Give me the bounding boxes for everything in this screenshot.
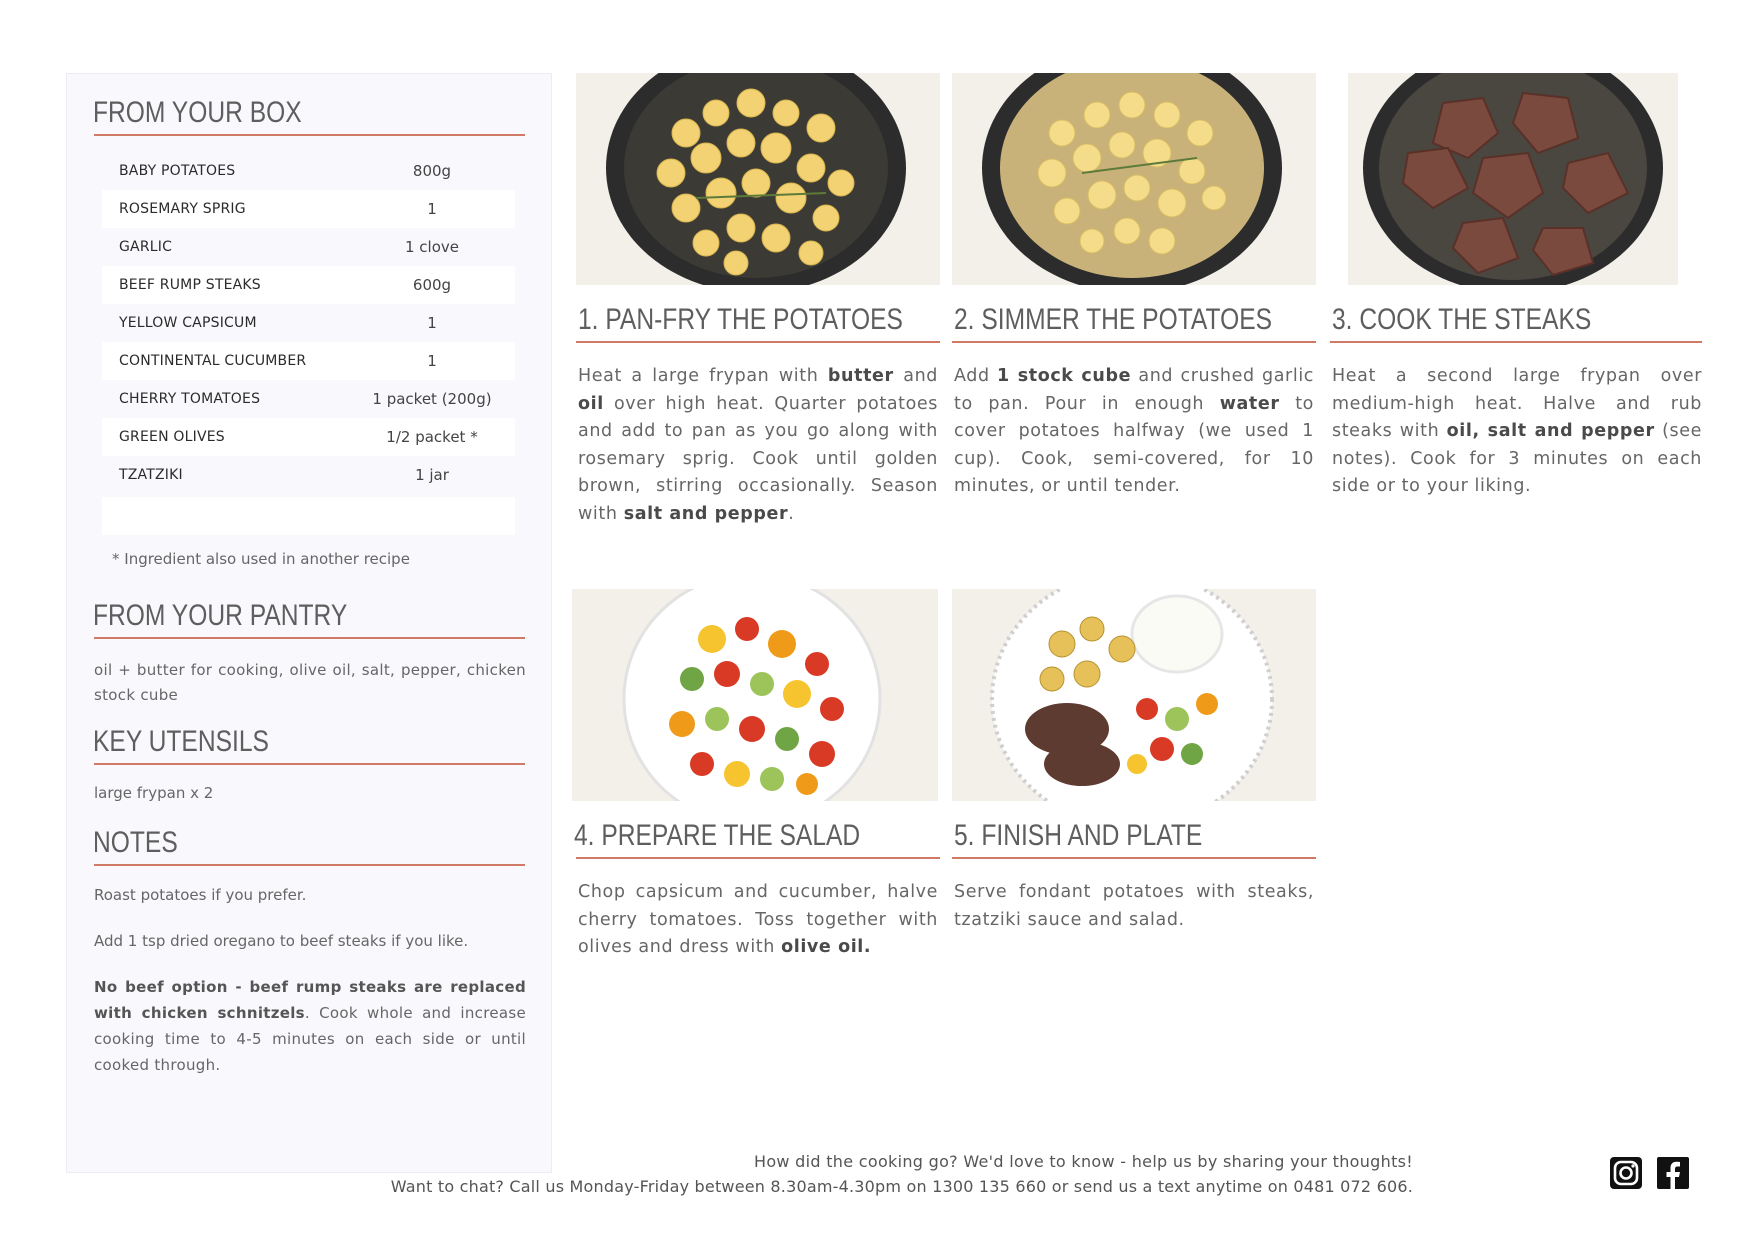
utensils-text: large frypan x 2 [94,784,214,802]
ingredient-name: YELLOW CAPSICUM [119,315,257,331]
section-divider [94,134,525,136]
ingredient-quantity: 800g [412,162,452,180]
simmering-potatoes-photo [952,73,1316,285]
section-divider [576,341,940,343]
ingredient-row [102,304,515,342]
section-divider [1330,341,1702,343]
instagram-icon[interactable] [1609,1156,1643,1190]
section-divider [576,857,940,859]
ingredient-quantity: 600g [412,276,452,294]
step-title: 2. SIMMER THE POTATOES [954,303,1273,336]
ingredient-name: GARLIC [119,239,173,255]
step-text-segment: over high heat. Quarter potatoes and add to pan as you go along with rosemary sprig. Cook until golden brown, stirring occasionally. Season with [578,393,938,524]
ingredient-row-empty [102,497,515,535]
ingredient-name: TZATZIKI [119,467,183,483]
step-text-bold: butter [827,366,894,386]
ingredients-panel [66,73,552,1173]
step-title: 5. FINISH AND PLATE [954,819,1203,852]
ingredient-row [102,342,515,380]
ingredient-name: BABY POTATOES [119,163,236,179]
plated-dish-photo [952,589,1316,801]
note-bold-text: No beef option - beef rump steaks are replaced with chicken schnitzels [94,978,526,1022]
section-divider [94,637,525,639]
step-text-segment: and crushed garlic to pan. Pour in enough [954,366,1315,414]
step-instructions [954,363,1314,501]
step-text-bold: salt and pepper [623,503,789,524]
ingredient-row [102,228,515,266]
ingredient-quantity: 1 jar [415,466,449,484]
note-text: Roast potatoes if you prefer. [94,886,307,904]
step-text-bold: oil [578,393,604,414]
steaks-in-frypan-photo [1348,73,1678,285]
step-instructions [578,879,938,962]
ingredient-row [102,190,515,228]
section-divider [952,857,1316,859]
ingredient-row [102,456,515,494]
ingredient-quantity: 1 [427,200,437,218]
ingredient-name: CHERRY TOMATOES [119,391,261,407]
ingredient-row [102,152,515,190]
ingredient-name: GREEN OLIVES [119,429,225,445]
step-text-bold: olive oil. [781,937,872,957]
step-text-segment: (see notes). Cook for 3 minutes on each side or to your liking. [1332,421,1702,496]
step-instructions [954,879,1314,934]
ingredient-footnote: * Ingredient also used in another recipe [112,550,410,568]
key-utensils-heading: KEY UTENSILS [93,725,269,758]
step-instructions [578,363,938,528]
step-text-segment: Serve fondant potatoes with steaks, tzatziki sauce and salad. [954,882,1314,930]
ingredient-quantity: 1/2 packet * [386,428,478,446]
ingredient-name: ROSEMARY SPRIG [119,201,246,217]
note-text: Add 1 tsp dried oregano to beef steaks if you like. [94,932,469,950]
ingredient-name: CONTINENTAL CUCUMBER [119,353,307,369]
ingredient-quantity: 1 packet (200g) [372,390,492,408]
ingredient-row [102,380,515,418]
potatoes-in-frypan-photo [576,73,940,285]
step-text-segment: and [893,366,938,386]
ingredient-name: BEEF RUMP STEAKS [119,277,261,293]
from-your-pantry-heading: FROM YOUR PANTRY [93,599,348,632]
ingredient-list [102,152,515,494]
ingredient-quantity: 1 clove [404,238,459,256]
ingredient-quantity: 1 [427,314,437,332]
ingredient-quantity: 1 [427,352,437,370]
step-text-segment: . [788,503,795,524]
footer-feedback-text: How did the cooking go? We'd love to know - help us by sharing your thoughts! [753,1152,1413,1171]
step-title: 1. PAN-FRY THE POTATOES [578,303,903,336]
salad-bowl-photo [572,589,938,801]
notes-heading: NOTES [93,826,178,859]
step-text-segment: to cover potatoes halfway (we used 1 cup). Cook, semi-covered, for 10 minutes, or until tender. [954,393,1314,496]
step-text-bold: oil, salt and pepper [1446,421,1655,441]
step-title: 3. COOK THE STEAKS [1332,303,1592,336]
step-instructions [1332,363,1702,501]
section-divider [94,864,525,866]
step-text-bold: water [1219,393,1280,414]
facebook-icon[interactable] [1656,1156,1690,1190]
note-rest-text: . Cook whole and increase cooking time to 4-5 minutes on each side or until cooked through. [94,1004,526,1074]
step-title: 4. PREPARE THE SALAD [574,819,861,852]
step-text-bold: 1 stock cube [997,366,1132,386]
step-text-segment: Heat a second large frypan over medium-high heat. Halve and rub steaks with [1332,366,1702,441]
ingredient-row [102,418,515,456]
from-your-box-heading: FROM YOUR BOX [93,96,302,129]
step-text-segment: Add [954,366,998,386]
ingredient-row [102,266,515,304]
step-text-segment: Chop capsicum and cucumber, halve cherry tomatoes. Toss together with olives and dress with [578,882,938,957]
section-divider [952,341,1316,343]
pantry-items-text: oil + butter for cooking, olive oil, salt, pepper, chicken stock cube [94,661,526,704]
step-text-segment: Heat a large frypan with [578,366,828,386]
footer-contact-text: Want to chat? Call us Monday-Friday between 8.30am-4.30pm on 1300 135 660 or send us a text anytime on 0481 072 606. [390,1177,1413,1196]
section-divider [94,763,525,765]
note-text [94,974,526,1078]
